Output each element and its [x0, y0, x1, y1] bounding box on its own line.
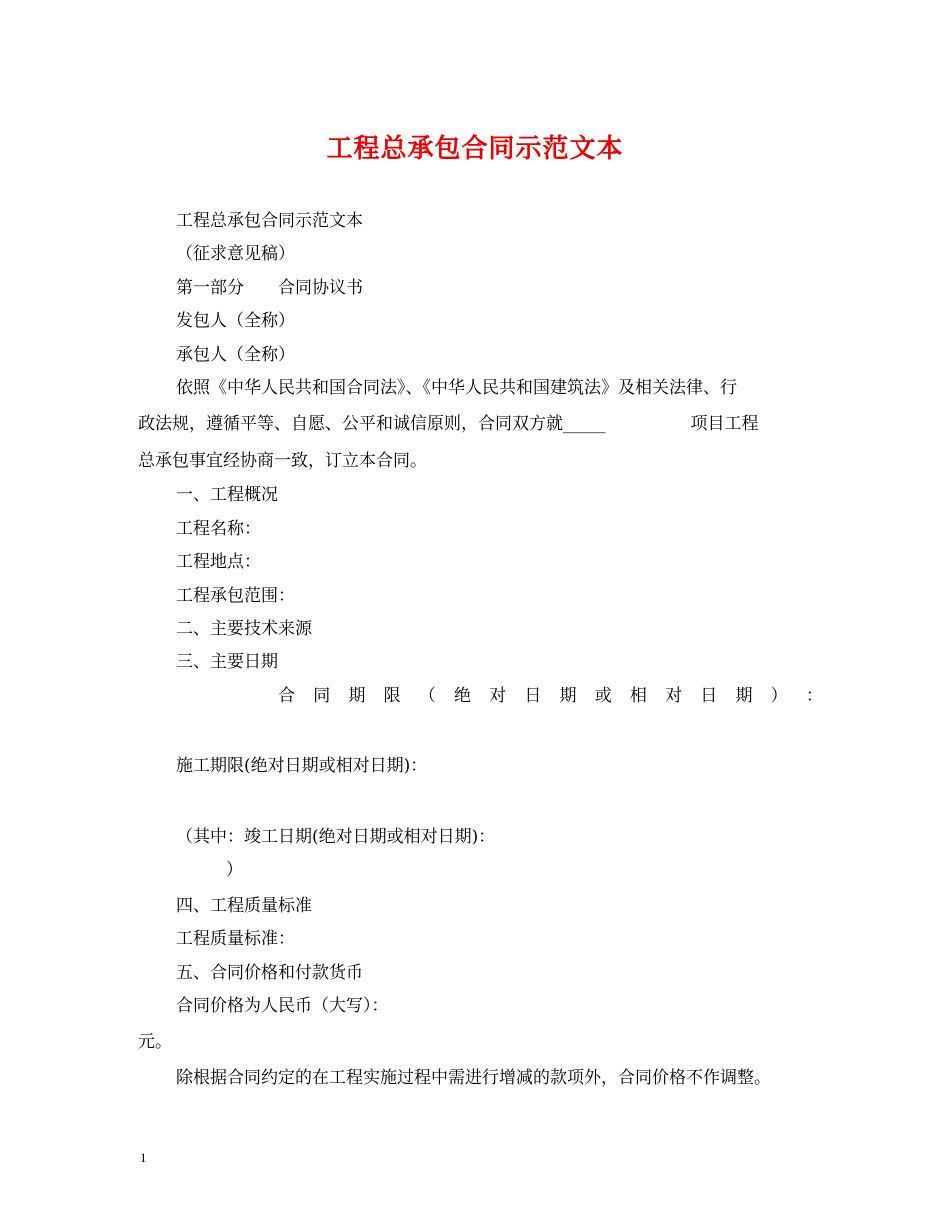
paragraph-line: 除根据合同约定的在工程实施过程中需进行增减的款项外，合同价格不作调整。 [176, 1068, 771, 1088]
period-char: 期 [559, 686, 577, 706]
period-char: 对 [489, 686, 507, 706]
period-char: 限 [383, 686, 401, 706]
completion-date-line: （其中：竣工日期(绝对日期或相对日期)： [176, 827, 496, 847]
currency-unit: 元。 [138, 1032, 172, 1052]
paragraph-line: 依照《中华人民共和国合同法》、《中华人民共和国建筑法》及相关法律、行 [176, 378, 737, 398]
period-char: 对 [665, 686, 683, 706]
paragraph-line: 政法规，遵循平等、自愿、公平和诚信原则，合同双方就_____ 项目工程 [138, 414, 759, 434]
field-label: 工程承包范围： [176, 586, 295, 606]
section-heading: 三、主要日期 [176, 652, 278, 672]
field-label: 工程质量标准： [176, 929, 295, 949]
period-char: 日 [524, 686, 542, 706]
closing-paren: ） [226, 860, 243, 880]
period-char: 合 [278, 686, 295, 706]
price-line: 合同价格为人民币（大写）： [176, 996, 389, 1016]
contract-period-line [278, 685, 823, 707]
period-char: 相 [629, 686, 647, 706]
page-number: 1 [140, 1150, 147, 1165]
part-heading: 第一部分 合同协议书 [176, 278, 363, 298]
subtitle-line: 工程总承包合同示范文本 [176, 211, 363, 231]
field-label: 工程地点： [176, 552, 261, 572]
contractor-line: 承包人（全称） [176, 345, 295, 365]
draft-note: （征求意见稿） [176, 244, 295, 264]
construction-period-line: 施工期限(绝对日期或相对日期)： [176, 756, 428, 776]
period-char: 日 [700, 686, 718, 706]
period-char: ） [770, 686, 788, 706]
section-heading: 一、工程概况 [176, 485, 278, 505]
document-title: 工程总承包合同示范文本 [326, 134, 624, 164]
paragraph-line: 总承包事宜经协商一致，订立本合同。 [138, 451, 427, 471]
period-char: 或 [594, 686, 612, 706]
period-char: 同 [313, 686, 331, 706]
period-char: 期 [735, 686, 753, 706]
section-heading: 四、工程质量标准 [176, 896, 312, 916]
section-heading: 二、主要技术来源 [176, 619, 312, 639]
period-char: （ [418, 686, 436, 706]
period-char: 绝 [453, 686, 471, 706]
field-label: 工程名称： [176, 519, 261, 539]
employer-line: 发包人（全称） [176, 311, 295, 331]
period-char: 期 [348, 686, 366, 706]
section-heading: 五、合同价格和付款货币 [176, 963, 363, 983]
period-char: ： [805, 686, 823, 706]
